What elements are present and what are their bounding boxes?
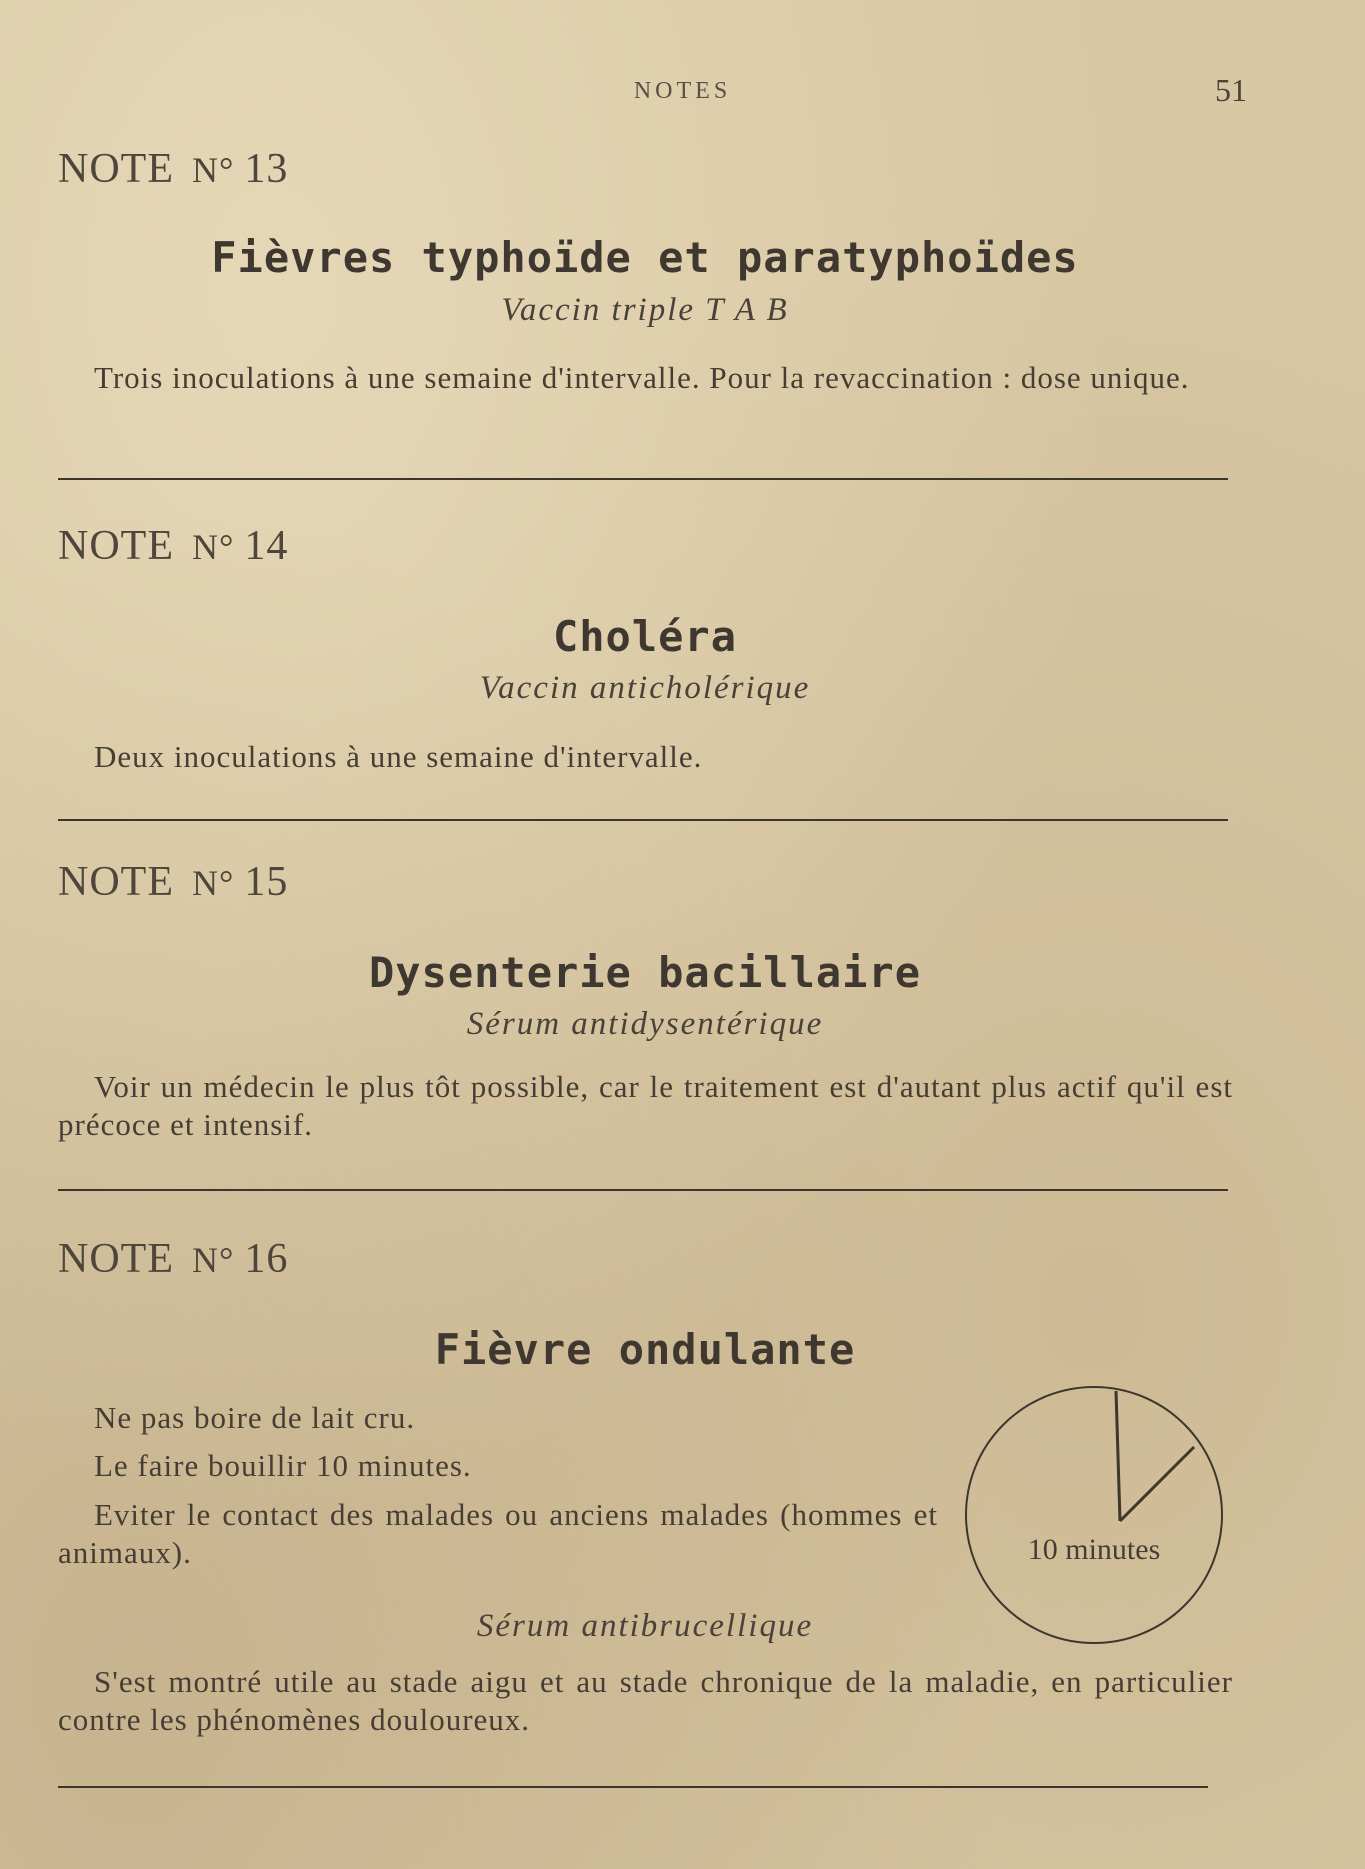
divider-rule	[58, 478, 1228, 480]
note-16-line-3	[58, 1496, 938, 1572]
note-15-label	[58, 858, 288, 906]
divider-rule	[58, 1786, 1208, 1788]
note-word: NOTE	[58, 1236, 174, 1282]
note-word: NOTE	[58, 523, 174, 569]
note-no: N°	[191, 1240, 235, 1280]
note-number: 16	[244, 1236, 289, 1282]
note-15-subtitle: Sérum antidysentérique	[466, 1006, 824, 1042]
note-15-text-content: Voir un médecin le plus tôt possible, car le traitement est d'autant plus actif qu'il est précoce et intensif.	[58, 1069, 1233, 1142]
note-16-text	[58, 1663, 1233, 1739]
running-head: NOTES	[633, 78, 732, 104]
note-13-title: Fièvres typhoïde et paratyphoïdes	[211, 233, 1079, 282]
note-16-line-2: Le faire bouillir 10 minutes.	[94, 1448, 472, 1483]
note-16-subtitle: Sérum antibrucellique	[476, 1608, 814, 1644]
note-13-text	[58, 359, 1233, 397]
note-14-label	[58, 522, 288, 570]
note-number: 14	[244, 523, 289, 569]
clock-label: 10 minutes	[1027, 1533, 1161, 1566]
note-14-title: Choléra	[552, 612, 737, 661]
divider-rule	[58, 819, 1228, 821]
note-16-label	[58, 1235, 288, 1283]
note-16-title: Fièvre ondulante	[434, 1325, 856, 1374]
clock-hand-minute	[1116, 1391, 1120, 1521]
note-16-line-3-content: Eviter le contact des malades ou anciens malades (hommes et animaux).	[58, 1497, 938, 1570]
note-15-text	[58, 1068, 1233, 1144]
note-no: N°	[191, 527, 235, 567]
note-number: 15	[244, 859, 289, 905]
note-14-subtitle: Vaccin anticholérique	[479, 670, 811, 706]
note-word: NOTE	[58, 146, 174, 192]
note-word: NOTE	[58, 859, 174, 905]
note-no: N°	[191, 863, 235, 903]
page-number: 51	[1215, 72, 1247, 108]
note-16-text-content: S'est montré utile au stade aigu et au stade chronique de la maladie, en particulier contre les phénomènes douloureux.	[58, 1664, 1233, 1737]
note-14-text	[58, 738, 1233, 776]
note-16-line-1: Ne pas boire de lait cru.	[94, 1400, 416, 1435]
note-13-label	[58, 145, 288, 193]
note-14-text-content: Deux inoculations à une semaine d'intervalle.	[94, 739, 703, 774]
clock-hand-second	[1120, 1447, 1194, 1521]
note-13-subtitle: Vaccin triple T A B	[501, 292, 789, 328]
divider-rule	[58, 1189, 1228, 1191]
note-no: N°	[191, 150, 235, 190]
note-13-text-content: Trois inoculations à une semaine d'intervalle. Pour la revaccination : dose unique.	[94, 360, 1190, 395]
note-number: 13	[244, 146, 289, 192]
note-15-title: Dysenterie bacillaire	[368, 948, 921, 997]
